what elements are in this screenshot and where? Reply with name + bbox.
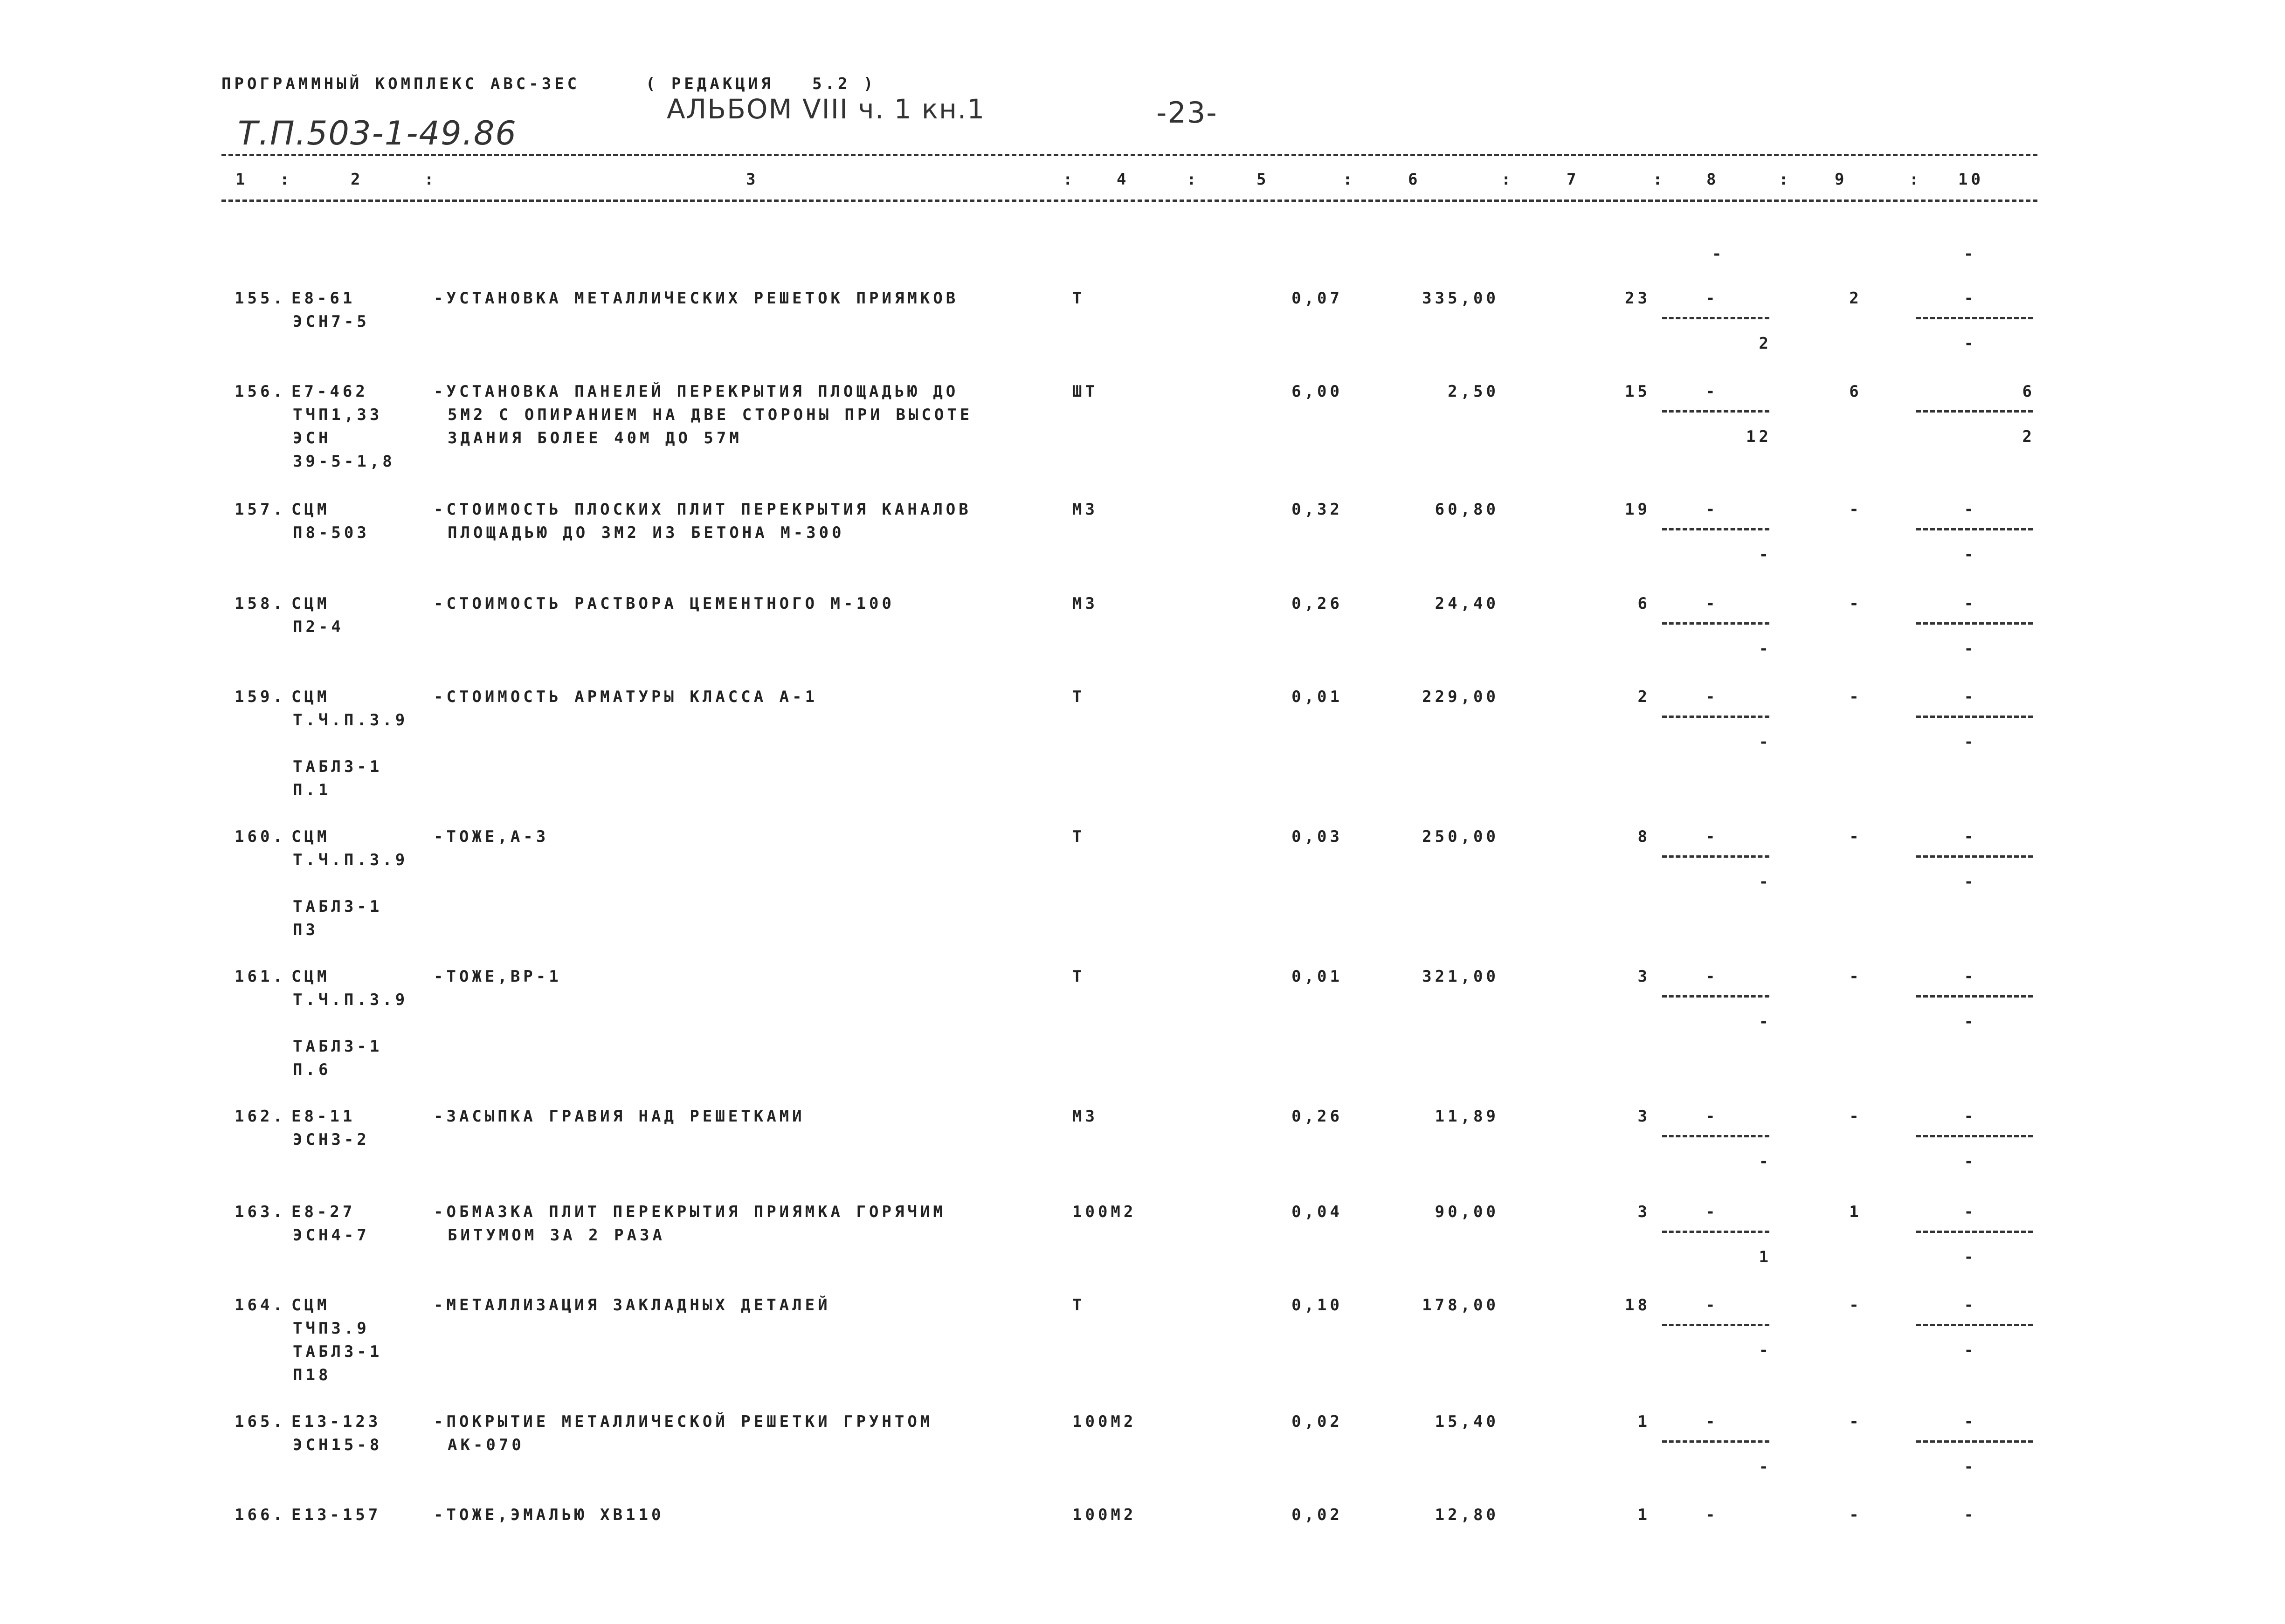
row-col10-bottom: - xyxy=(1964,640,1977,658)
col10-top-mark: - xyxy=(1964,245,1977,263)
row-price: 2,50 xyxy=(1448,382,1499,401)
col10-fraction-rule xyxy=(1916,622,2033,625)
row-col10-bottom: - xyxy=(1964,733,1977,751)
column-header-8: 8 xyxy=(1706,170,1719,189)
col8-fraction-rule xyxy=(1662,995,1769,998)
col8-fraction-rule xyxy=(1662,716,1769,718)
row-number: 159. xyxy=(235,688,286,706)
row-price: 229,00 xyxy=(1422,688,1499,706)
row-col10-top: - xyxy=(1964,1107,1977,1126)
row-col8-bottom: 1 xyxy=(1759,1248,1772,1266)
row-quantity: 0,02 xyxy=(1291,1506,1343,1524)
row-col10-top: - xyxy=(1964,1296,1977,1314)
row-col8-bottom: - xyxy=(1759,873,1772,891)
row-col10-bottom: - xyxy=(1964,1012,1977,1031)
row-code: ТЧП3.9 xyxy=(293,1319,370,1338)
row-col10-top: - xyxy=(1964,827,1977,846)
row-code: СЦМ xyxy=(291,688,330,706)
col10-fraction-rule xyxy=(1916,1324,2033,1326)
row-col9: - xyxy=(1849,594,1862,613)
row-quantity: 0,26 xyxy=(1291,594,1343,613)
row-description: -СТОИМОСТЬ РАСТВОРА ЦЕМЕНТНОГО М-100 xyxy=(434,594,895,613)
column-separator: : xyxy=(1653,170,1666,189)
row-description: БИТУМОМ ЗА 2 РАЗА xyxy=(448,1226,665,1245)
column-separator: : xyxy=(1501,170,1514,189)
row-description: -ЗАСЫПКА ГРАВИЯ НАД РЕШЕТКАМИ xyxy=(434,1107,805,1126)
col8-fraction-rule xyxy=(1662,622,1769,625)
col10-fraction-rule xyxy=(1916,1231,2033,1233)
row-code: Е13-157 xyxy=(291,1506,381,1524)
row-code: П18 xyxy=(293,1366,331,1384)
row-price: 178,00 xyxy=(1422,1296,1499,1314)
row-col7: 3 xyxy=(1637,1203,1650,1221)
row-col7: 3 xyxy=(1637,967,1650,986)
row-col8-top: - xyxy=(1705,1506,1719,1524)
row-col8-top: - xyxy=(1705,688,1719,706)
row-code: Е8-11 xyxy=(291,1107,356,1126)
row-number: 155. xyxy=(235,289,286,308)
column-header-3: 3 xyxy=(746,170,759,189)
column-header-6: 6 xyxy=(1408,170,1421,189)
column-header-7: 7 xyxy=(1567,170,1580,189)
row-code: Т.Ч.П.3.9 xyxy=(293,851,408,869)
row-col10-top: - xyxy=(1964,1506,1977,1524)
row-col10-top: - xyxy=(1964,1203,1977,1221)
row-col10-bottom: - xyxy=(1964,334,1977,353)
row-code: СЦМ xyxy=(291,827,330,846)
row-col7: 15 xyxy=(1625,382,1650,401)
row-col9: - xyxy=(1849,1506,1862,1524)
row-price: 24,40 xyxy=(1435,594,1499,613)
row-col10-bottom: - xyxy=(1964,1152,1977,1171)
row-code: Т.Ч.П.3.9 xyxy=(293,711,408,729)
row-col7: 23 xyxy=(1625,289,1650,308)
row-col9: 1 xyxy=(1849,1203,1862,1221)
column-separator: : xyxy=(424,170,437,189)
row-quantity: 0,03 xyxy=(1291,827,1343,846)
row-description: -ПОКРЫТИЕ МЕТАЛЛИЧЕСКОЙ РЕШЕТКИ ГРУНТОМ xyxy=(434,1412,933,1431)
row-number: 165. xyxy=(235,1412,286,1431)
row-unit: М3 xyxy=(1072,594,1098,613)
row-unit: М3 xyxy=(1072,1107,1098,1126)
project-code: Т.П.503-1-49.86 xyxy=(238,114,517,152)
row-description: -СТОИМОСТЬ АРМАТУРЫ КЛАССА А-1 xyxy=(434,688,818,706)
row-col10-top: 6 xyxy=(2022,382,2035,401)
row-quantity: 0,01 xyxy=(1291,688,1343,706)
column-separator: : xyxy=(280,170,293,189)
row-number: 164. xyxy=(235,1296,286,1314)
row-col7: 8 xyxy=(1637,827,1650,846)
row-code: ЭСН7-5 xyxy=(293,312,370,331)
row-col8-top: - xyxy=(1705,289,1719,308)
header-rule xyxy=(221,200,2037,202)
row-description: -МЕТАЛЛИЗАЦИЯ ЗАКЛАДНЫХ ДЕТАЛЕЙ xyxy=(434,1296,831,1314)
row-code: СЦМ xyxy=(291,500,330,519)
row-col8-bottom: - xyxy=(1759,545,1772,564)
row-col10-top: - xyxy=(1964,967,1977,986)
row-unit: ШТ xyxy=(1072,382,1098,401)
row-unit: 100М2 xyxy=(1072,1203,1137,1221)
row-col8-top: - xyxy=(1705,967,1719,986)
row-col9: 2 xyxy=(1849,289,1862,308)
row-unit: Т xyxy=(1072,688,1085,706)
column-header-1: 1 xyxy=(235,170,249,189)
row-quantity: 0,04 xyxy=(1291,1203,1343,1221)
row-description: ПЛОЩАДЬЮ ДО 3М2 ИЗ БЕТОНА М-300 xyxy=(448,523,845,542)
row-description: -ТОЖЕ,ЭМАЛЬЮ ХВ110 xyxy=(434,1506,664,1524)
row-price: 12,80 xyxy=(1435,1506,1499,1524)
album-label: АЛЬБОМ VIII ч. 1 кн.1 xyxy=(667,93,986,125)
row-code: Т.Ч.П.3.9 xyxy=(293,991,408,1009)
row-code: ТАБЛ3-1 xyxy=(293,1037,383,1056)
row-col9: - xyxy=(1849,1296,1862,1314)
row-code: П3 xyxy=(293,921,318,939)
row-col10-bottom: 2 xyxy=(2022,427,2035,446)
col10-fraction-rule xyxy=(1916,410,2033,413)
row-col8-bottom: - xyxy=(1759,1012,1772,1031)
row-col9: - xyxy=(1849,688,1862,706)
row-col8-top: - xyxy=(1705,1296,1719,1314)
col10-fraction-rule xyxy=(1916,528,2033,530)
row-quantity: 0,32 xyxy=(1291,500,1343,519)
row-col8-top: - xyxy=(1705,1203,1719,1221)
row-number: 157. xyxy=(235,500,286,519)
row-price: 335,00 xyxy=(1422,289,1499,308)
row-code: ТАБЛ3-1 xyxy=(293,1342,383,1361)
col10-fraction-rule xyxy=(1916,1440,2033,1443)
row-description: АК-070 xyxy=(448,1436,525,1454)
row-col7: 2 xyxy=(1637,688,1650,706)
row-unit: Т xyxy=(1072,827,1085,846)
col10-fraction-rule xyxy=(1916,855,2033,858)
row-col10-bottom: - xyxy=(1964,1248,1977,1266)
col8-fraction-rule xyxy=(1662,1135,1769,1137)
row-description: -ОБМАЗКА ПЛИТ ПЕРЕКРЫТИЯ ПРИЯМКА ГОРЯЧИМ xyxy=(434,1203,946,1221)
col10-fraction-rule xyxy=(1916,317,2033,319)
row-code: П2-4 xyxy=(293,618,344,636)
col8-fraction-rule xyxy=(1662,1231,1769,1233)
column-separator: : xyxy=(1063,170,1076,189)
col8-fraction-rule xyxy=(1662,410,1769,413)
row-code: СЦМ xyxy=(291,594,330,613)
row-quantity: 6,00 xyxy=(1291,382,1343,401)
row-number: 160. xyxy=(235,827,286,846)
row-col7: 6 xyxy=(1637,594,1650,613)
row-number: 158. xyxy=(235,594,286,613)
row-col10-top: - xyxy=(1964,500,1977,519)
col8-fraction-rule xyxy=(1662,528,1769,530)
row-col8-top: - xyxy=(1705,1412,1719,1431)
row-col8-bottom: - xyxy=(1759,1458,1772,1476)
col8-fraction-rule xyxy=(1662,317,1769,319)
row-quantity: 0,02 xyxy=(1291,1412,1343,1431)
row-number: 162. xyxy=(235,1107,286,1126)
row-code: 39-5-1,8 xyxy=(293,452,395,471)
row-description: -УСТАНОВКА МЕТАЛЛИЧЕСКИХ РЕШЕТОК ПРИЯМКОВ xyxy=(434,289,959,308)
row-description: 5М2 С ОПИРАНИЕМ НА ДВЕ СТОРОНЫ ПРИ ВЫСОТЕ xyxy=(448,406,973,424)
row-col7: 1 xyxy=(1637,1506,1650,1524)
row-price: 250,00 xyxy=(1422,827,1499,846)
row-unit: Т xyxy=(1072,289,1085,308)
row-code: ЭСН15-8 xyxy=(293,1436,383,1454)
column-separator: : xyxy=(1343,170,1356,189)
row-col10-top: - xyxy=(1964,688,1977,706)
page-number: -23- xyxy=(1156,96,1218,130)
row-col9: - xyxy=(1849,500,1862,519)
row-unit: 100М2 xyxy=(1072,1412,1137,1431)
column-separator: : xyxy=(1779,170,1792,189)
row-unit: 100М2 xyxy=(1072,1506,1137,1524)
column-header-5: 5 xyxy=(1256,170,1270,189)
row-unit: Т xyxy=(1072,1296,1085,1314)
row-code: ЭСН3-2 xyxy=(293,1130,370,1149)
row-code: ТАБЛ3-1 xyxy=(293,897,383,916)
col8-top-mark: - xyxy=(1712,245,1725,263)
row-quantity: 0,07 xyxy=(1291,289,1343,308)
row-price: 321,00 xyxy=(1422,967,1499,986)
col10-fraction-rule xyxy=(1916,995,2033,998)
row-col9: - xyxy=(1849,967,1862,986)
row-col8-bottom: - xyxy=(1759,733,1772,751)
row-number: 161. xyxy=(235,967,286,986)
row-price: 15,40 xyxy=(1435,1412,1499,1431)
row-col8-bottom: - xyxy=(1759,1341,1772,1360)
row-code: СЦМ xyxy=(291,1296,330,1314)
row-number: 156. xyxy=(235,382,286,401)
row-col7: 3 xyxy=(1637,1107,1650,1126)
row-col10-bottom: - xyxy=(1964,873,1977,891)
row-col10-bottom: - xyxy=(1964,1341,1977,1360)
row-description: -УСТАНОВКА ПАНЕЛЕЙ ПЕРЕКРЫТИЯ ПЛОЩАДЬЮ ДО xyxy=(434,382,959,401)
row-unit: Т xyxy=(1072,967,1085,986)
row-col8-bottom: - xyxy=(1759,640,1772,658)
row-code: Е8-61 xyxy=(291,289,356,308)
row-code: ТЧП1,33 xyxy=(293,406,383,424)
row-code: ЭСН4-7 xyxy=(293,1226,370,1245)
row-price: 11,89 xyxy=(1435,1107,1499,1126)
edition-label: ( РЕДАКЦИЯ 5.2 ) xyxy=(646,75,877,93)
row-description: -СТОИМОСТЬ ПЛОСКИХ ПЛИТ ПЕРЕКРЫТИЯ КАНАЛОВ xyxy=(434,500,972,519)
row-col8-top: - xyxy=(1705,382,1719,401)
column-header-9: 9 xyxy=(1835,170,1848,189)
row-description: -ТОЖЕ,ВР-1 xyxy=(434,967,562,986)
row-code: П.1 xyxy=(293,781,331,799)
column-separator: : xyxy=(1187,170,1200,189)
col8-fraction-rule xyxy=(1662,855,1769,858)
row-quantity: 0,26 xyxy=(1291,1107,1343,1126)
row-col10-top: - xyxy=(1964,1412,1977,1431)
row-col7: 1 xyxy=(1637,1412,1650,1431)
row-col8-bottom: - xyxy=(1759,1152,1772,1171)
top-rule xyxy=(221,154,2037,156)
program-title: ПРОГРАММНЫЙ КОМПЛЕКС АВС-3ЕС xyxy=(221,75,580,93)
row-col10-bottom: - xyxy=(1964,1458,1977,1476)
row-quantity: 0,01 xyxy=(1291,967,1343,986)
row-col8-bottom: 2 xyxy=(1759,334,1772,353)
row-number: 163. xyxy=(235,1203,286,1221)
row-unit: М3 xyxy=(1072,500,1098,519)
row-col9: 6 xyxy=(1849,382,1862,401)
column-header-2: 2 xyxy=(351,170,364,189)
row-number: 166. xyxy=(235,1506,286,1524)
row-code: П8-503 xyxy=(293,523,370,542)
row-price: 90,00 xyxy=(1435,1203,1499,1221)
row-price: 60,80 xyxy=(1435,500,1499,519)
col10-fraction-rule xyxy=(1916,716,2033,718)
column-header-10: 10 xyxy=(1958,170,1984,189)
row-description: -ТОЖЕ,А-3 xyxy=(434,827,549,846)
column-header-4: 4 xyxy=(1117,170,1130,189)
row-col9: - xyxy=(1849,1107,1862,1126)
row-col8-top: - xyxy=(1705,594,1719,613)
row-code: ЭСН xyxy=(293,429,331,447)
row-code: ТАБЛ3-1 xyxy=(293,757,383,776)
row-col10-top: - xyxy=(1964,289,1977,308)
column-separator: : xyxy=(1909,170,1922,189)
row-col9: - xyxy=(1849,1412,1862,1431)
row-col7: 19 xyxy=(1625,500,1650,519)
row-col8-top: - xyxy=(1705,500,1719,519)
row-col10-top: - xyxy=(1964,594,1977,613)
row-col7: 18 xyxy=(1625,1296,1650,1314)
row-code: Е13-123 xyxy=(291,1412,381,1431)
row-col8-top: - xyxy=(1705,827,1719,846)
row-code: П.6 xyxy=(293,1060,331,1079)
row-col8-top: - xyxy=(1705,1107,1719,1126)
col8-fraction-rule xyxy=(1662,1440,1769,1443)
row-description: ЗДАНИЯ БОЛЕЕ 40М ДО 57М xyxy=(448,429,742,447)
row-quantity: 0,10 xyxy=(1291,1296,1343,1314)
row-col9: - xyxy=(1849,827,1862,846)
row-col8-bottom: 12 xyxy=(1746,427,1772,446)
row-col10-bottom: - xyxy=(1964,545,1977,564)
row-code: Е8-27 xyxy=(291,1203,356,1221)
row-code: Е7-462 xyxy=(291,382,368,401)
col8-fraction-rule xyxy=(1662,1324,1769,1326)
row-code: СЦМ xyxy=(291,967,330,986)
col10-fraction-rule xyxy=(1916,1135,2033,1137)
